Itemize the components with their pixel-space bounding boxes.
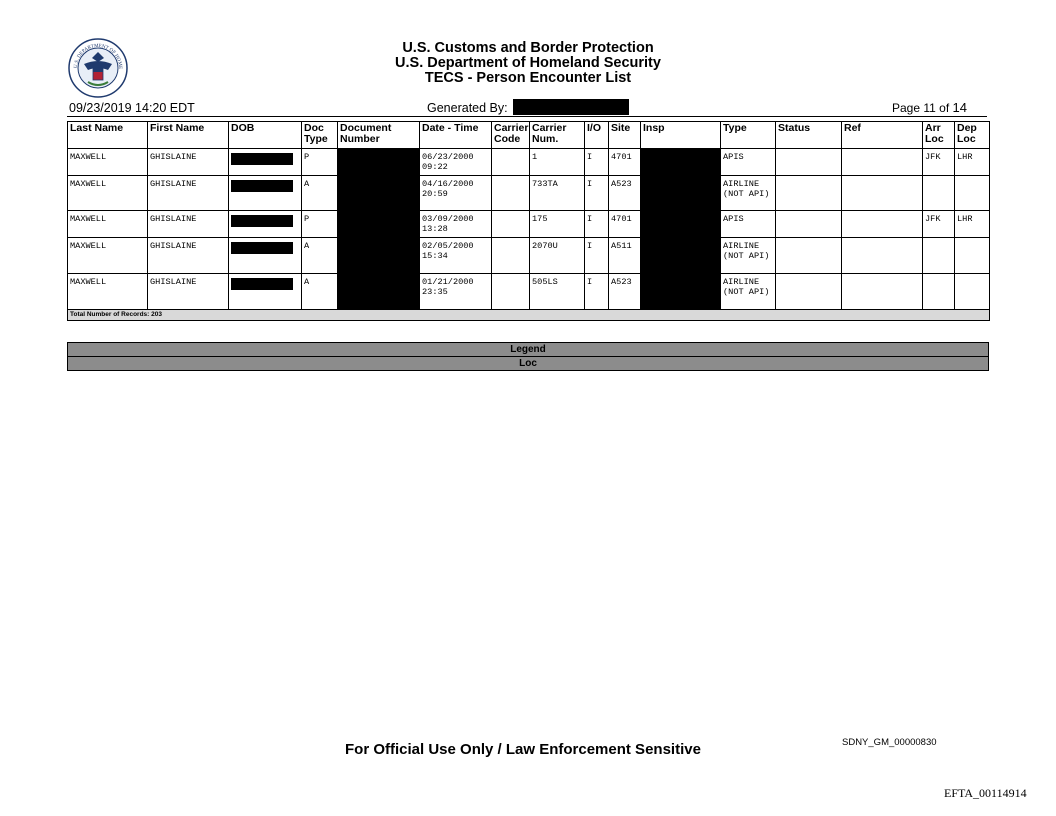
dob-redaction (231, 278, 293, 290)
classification-marking: For Official Use Only / Law Enforcement Sensitive (345, 741, 701, 758)
cell-site: 4701 (609, 211, 641, 238)
col-header-carrier-code: Carrier Code (492, 122, 530, 149)
legend-table (67, 342, 989, 371)
bates-number-sdny: SDNY_GM_00000830 (842, 737, 937, 748)
col-header-dep-loc: Dep Loc (955, 122, 990, 149)
cell-last-name: MAXWELL (68, 176, 148, 211)
legend-loc: Loc (68, 357, 989, 371)
cell-io: I (585, 149, 609, 176)
cell-doc-type: A (302, 176, 338, 211)
col-header-io: I/O (585, 122, 609, 149)
cell-carrier-code (492, 211, 530, 238)
dob-redaction (231, 242, 293, 254)
table-header-row (68, 122, 990, 149)
cell-ref (842, 211, 923, 238)
encounter-table (67, 121, 990, 321)
cell-type: AIRLINE (NOT API) (721, 274, 776, 310)
cell-carrier-num: 505LS (530, 274, 585, 310)
cell-io: I (585, 274, 609, 310)
col-header-site: Site (609, 122, 641, 149)
cell-last-name: MAXWELL (68, 149, 148, 176)
cell-status (776, 274, 842, 310)
cell-site: 4701 (609, 149, 641, 176)
cell-dep-loc (955, 238, 990, 274)
cell-dep-loc (955, 176, 990, 211)
cell-insp-redacted (641, 274, 721, 310)
cell-carrier-code (492, 274, 530, 310)
cell-carrier-num: 175 (530, 211, 585, 238)
cell-date-time: 01/21/2000 23:35 (420, 274, 492, 310)
cell-doc-type: A (302, 238, 338, 274)
cell-insp-redacted (641, 149, 721, 176)
cell-arr-loc: JFK (923, 211, 955, 238)
cell-dep-loc: LHR (955, 149, 990, 176)
cell-date-time: 03/09/2000 13:28 (420, 211, 492, 238)
cell-insp-redacted (641, 211, 721, 238)
cell-first-name: GHISLAINE (148, 238, 229, 274)
cell-insp-redacted (641, 176, 721, 211)
cell-carrier-num: 2070U (530, 238, 585, 274)
cell-first-name: GHISLAINE (148, 149, 229, 176)
cell-insp-redacted (641, 238, 721, 274)
cell-dob (229, 238, 302, 274)
title-line-cbp: U.S. Customs and Border Protection (402, 40, 654, 56)
table-total-row (68, 310, 990, 321)
cell-doc-type: A (302, 274, 338, 310)
cell-last-name: MAXWELL (68, 274, 148, 310)
table-row (68, 274, 990, 310)
cell-dep-loc: LHR (955, 211, 990, 238)
report-meta (67, 100, 987, 117)
cell-date-time: 02/05/2000 15:34 (420, 238, 492, 274)
cell-carrier-num: 733TA (530, 176, 585, 211)
cell-io: I (585, 238, 609, 274)
table-row (68, 176, 990, 211)
total-records: Total Number of Records: 203 (68, 310, 990, 321)
cell-dob (229, 149, 302, 176)
cell-last-name: MAXWELL (68, 238, 148, 274)
cell-dob (229, 176, 302, 211)
table-row (68, 238, 990, 274)
cell-doc-type: P (302, 211, 338, 238)
dob-redaction (231, 153, 293, 165)
col-header-type: Type (721, 122, 776, 149)
cell-site: A511 (609, 238, 641, 274)
dob-redaction (231, 180, 293, 192)
dhs-seal-logo (68, 38, 128, 98)
page-label: Page 11 of (892, 101, 950, 115)
col-header-insp: Insp (641, 122, 721, 149)
cell-doc-type: P (302, 149, 338, 176)
cell-status (776, 238, 842, 274)
page-indicator (892, 100, 967, 115)
cell-io: I (585, 211, 609, 238)
cell-last-name: MAXWELL (68, 211, 148, 238)
col-header-dob: DOB (229, 122, 302, 149)
col-header-status: Status (776, 122, 842, 149)
page-total: 14 (952, 100, 967, 115)
col-header-ref: Ref (842, 122, 923, 149)
cell-status (776, 211, 842, 238)
col-header-first-name: First Name (148, 122, 229, 149)
cell-carrier-code (492, 149, 530, 176)
cell-document-number-redacted (338, 176, 420, 211)
cell-carrier-code (492, 176, 530, 211)
col-header-carrier-num: Carrier Num. (530, 122, 585, 149)
cell-document-number-redacted (338, 238, 420, 274)
cell-type: APIS (721, 211, 776, 238)
cell-carrier-code (492, 238, 530, 274)
title-line-tecs: TECS - Person Encounter List (424, 70, 632, 86)
report-title (300, 41, 756, 86)
cell-ref (842, 149, 923, 176)
cell-arr-loc: JFK (923, 149, 955, 176)
cell-dob (229, 211, 302, 238)
cell-arr-loc (923, 176, 955, 211)
cell-ref (842, 176, 923, 211)
cell-status (776, 176, 842, 211)
table-row (68, 211, 990, 238)
generated-by-label: Generated By: (427, 101, 508, 115)
cell-document-number-redacted (338, 211, 420, 238)
title-line-dhs: U.S. Department of Homeland Security (395, 55, 661, 71)
cell-carrier-num: 1 (530, 149, 585, 176)
legend-title: Legend (68, 343, 989, 357)
cell-arr-loc (923, 274, 955, 310)
dob-redaction (231, 215, 293, 227)
col-header-document-number: Document Number (338, 122, 420, 149)
cell-ref (842, 274, 923, 310)
cell-site: A523 (609, 176, 641, 211)
cell-type: APIS (721, 149, 776, 176)
cell-first-name: GHISLAINE (148, 176, 229, 211)
cell-dob (229, 274, 302, 310)
cell-type: AIRLINE (NOT API) (721, 176, 776, 211)
col-header-arr-loc: Arr Loc (923, 122, 955, 149)
cell-date-time: 06/23/2000 09:22 (420, 149, 492, 176)
svg-text:U.S. DEPARTMENT OF HOMELAND SE: U.S. DEPARTMENT OF HOME (73, 43, 123, 70)
cell-status (776, 149, 842, 176)
cell-document-number-redacted (338, 274, 420, 310)
cell-type: AIRLINE (NOT API) (721, 238, 776, 274)
cell-first-name: GHISLAINE (148, 211, 229, 238)
table-row (68, 149, 990, 176)
report-datetime: 09/23/2019 14:20 EDT (69, 101, 195, 115)
cell-arr-loc (923, 238, 955, 274)
cell-io: I (585, 176, 609, 211)
cell-dep-loc (955, 274, 990, 310)
cell-site: A523 (609, 274, 641, 310)
cell-first-name: GHISLAINE (148, 274, 229, 310)
generated-by-redaction (513, 99, 629, 115)
cell-date-time: 04/16/2000 20:59 (420, 176, 492, 211)
cell-ref (842, 238, 923, 274)
col-header-date-time: Date - Time (420, 122, 492, 149)
cell-document-number-redacted (338, 149, 420, 176)
col-header-doc-type: Doc Type (302, 122, 338, 149)
col-header-last-name: Last Name (68, 122, 148, 149)
bates-number-efta: EFTA_00114914 (944, 786, 1027, 800)
